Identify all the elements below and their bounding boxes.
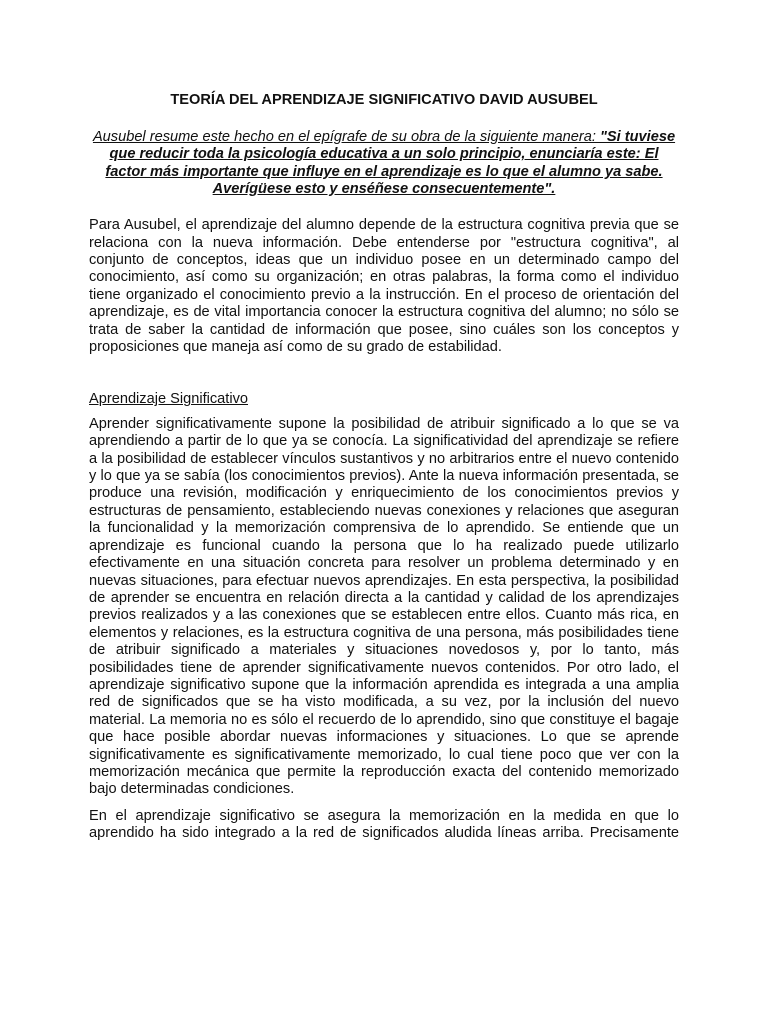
epigraph: [89, 129, 679, 198]
section-paragraph-1: Aprender significativamente supone la posibilidad de atribuir significado a lo que se va aprendiendo a partir de lo que ya se conocía. La significatividad del aprendizaje se refiere a la posibilidad de establecer vínculos sustantivos y no arbitrarios entre el nuevo contenido y lo que ya se sabía (los conocimientos previos). Ante la nueva información presentada, se produce una revisión, modificación y enriquecimiento de los conocimientos previos y estructuras de pensamiento, estableciendo nuevas conexiones y relaciones que aseguran la funcionalidad y la memorización comprensiva de lo aprendido. Se entiende que un aprendizaje es funcional cuando la persona que lo ha realizado puede utilizarlo efectivamente en una situación concreta para resolver un problema determinado y en nuevas situaciones, para efectuar nuevos aprendizajes. En esta perspectiva, la posibilidad de aprender se encuentra en relación directa a la cantidad y calidad de los aprendizajes previos realizados y a las conexiones que se establecen entre ellos. Cuanto más rica, en elementos y relaciones, es la estructura cognitiva de una persona, más posibilidades tiene de atribuir significado a materiales y situaciones novedosos y, por lo tanto, más posibilidades tiene de aprender significativamente nuevos contenidos. Por otro lado, el aprendizaje significativo supone que la información aprendida es integrada a una amplia red de significados que se ha visto modificada, a su vez, por la inclusión del nuevo material. La memoria no es sólo el recuerdo de lo aprendido, sino que constituye el bagaje que hace posible abordar nuevas informaciones y situaciones. Lo que se aprende significativamente es significativamente memorizado, lo cual tiene poco que ver con la memorización mecánica que permite la reproducción exacta del contenido memorizado bajo determinadas condiciones.: [89, 415, 679, 798]
epigraph-intro: Ausubel resume este hecho en el epígrafe de su obra de la siguiente manera:: [92, 129, 600, 145]
intro-paragraph: Para Ausubel, el aprendizaje del alumno depende de la estructura cognitiva previa que se relaciona con la nueva información. Debe entenderse por "estructura cognitiva", al conjunto de conceptos, ideas que un individuo posee en un determinado campo del conocimiento, así como su organización; en otras palabras, la forma como el individuo tiene organizado el conocimiento previo a la instrucción. En el proceso de orientación del aprendizaje, es de vital importancia conocer la estructura cognitiva del alumno; no sólo se trata de saber la cantidad de información que posee, sino cuáles son los conceptos y proposiciones que maneja así como de su grado de estabilidad.: [89, 217, 679, 356]
document-body: [89, 92, 679, 843]
epigraph-quote: "Si tuviese que reducir toda la psicología educativa a un solo principio, enunciaría este: El factor más importante que influye en el aprendizaje es lo que el alumno ya sabe. Averígüese esto y enséñese consecuentemente".: [105, 129, 676, 197]
section-heading: Aprendizaje Significativo: [89, 391, 248, 408]
section-paragraph-2: En el aprendizaje significativo se asegura la memorización en la medida en que lo aprendido ha sido integrado a la red de significados aludida líneas arriba. Precisamente: [89, 807, 679, 842]
document-title: TEORÍA DEL APRENDIZAJE SIGNIFICATIVO DAVID AUSUBEL: [170, 92, 598, 108]
